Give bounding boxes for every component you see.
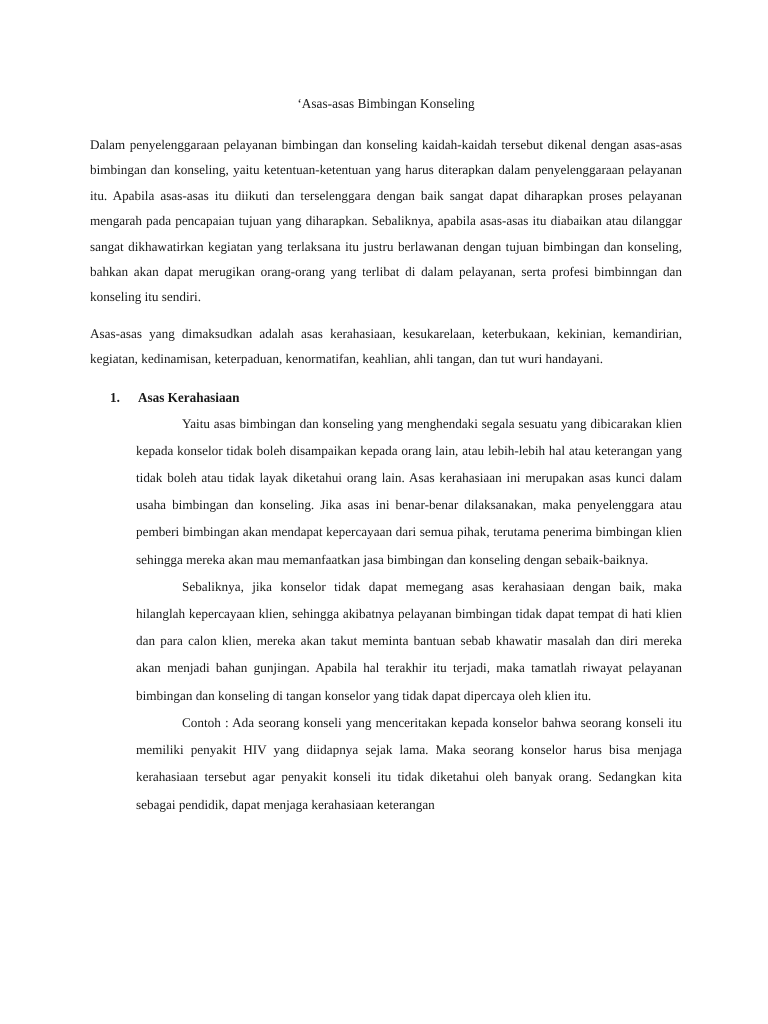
document-title: ‘Asas-asas Bimbingan Konseling <box>297 96 475 111</box>
section-heading <box>90 388 682 408</box>
intro-paragraph-1: Dalam penyelenggaraan pelayanan bimbingan dan konseling kaidah-kaidah tersebut dikenal dengan asas-asas bimbingan dan konseling, yaitu ketentuan-ketentuan yang harus diterapkan dalam penyelenggaraan pelayanan itu. Apabila asas-asas itu diikuti dan terselenggara dengan baik sangat dapat diharapkan proses pelayanan mengarah pada pencapaian tujuan yang diharapkan. Sebaliknya, apabila asas-asas itu diabaikan atau dilanggar sangat dikhawatirkan kegiatan yang terlaksana itu justru berlawanan dengan tujuan bimbingan dan konseling, bahkan akan dapat merugikan orang-orang yang terlibat di dalam pelayanan, serta profesi bimbinngan dan konseling itu sendiri. <box>90 137 682 305</box>
section-asas-kerahasiaan <box>90 388 682 818</box>
section-number: 1. <box>110 389 120 405</box>
section-paragraph-2: Sebaliknya, jika konselor tidak dapat memegang asas kerahasiaan dengan baik, maka hilanglah kepercayaan klien, sehingga akibatnya pelayanan bimbingan tidak dapat tempat di hati klien dan para calon klien, mereka akan takut meminta bantuan sebab khawatir masalah dan diri mereka akan menjadi bahan gunjingan. Apabila hal terakhir itu terjadi, maka tamatlah riwayat pelayanan bimbingan dan konseling di tangan konselor yang tidak dapat dipercaya oleh klien itu. <box>136 578 682 703</box>
section-paragraph-3: Contoh : Ada seorang konseli yang menceritakan kepada konselor bahwa seorang konseli itu memiliki penyakit HIV yang diidapnya sejak lama. Maka seorang konselor harus bisa menjaga kerahasiaan tersebut agar penyakit konseli itu tidak diketahui oleh banyak orang. Sedangkan kita sebagai pendidik, dapat menjaga kerahasiaan keterangan <box>136 714 682 812</box>
intro-paragraph-2: Asas-asas yang dimaksudkan adalah asas kerahasiaan, kesukarelaan, keterbukaan, kekinian, kemandirian, kegiatan, kedinamisan, keterpaduan, kenormatifan, keahlian, ahli tangan, dan tut wuri handayani. <box>90 325 682 367</box>
section-paragraph-1: Yaitu asas bimbingan dan konseling yang menghendaki segala sesuatu yang dibicarakan klien kepada konselor tidak boleh disampaikan kepada orang lain, atau lebih-lebih hal atau keterangan yang tidak boleh atau tidak layak diketahui orang lain. Asas kerahasiaan ini merupakan asas kunci dalam usaha bimbingan dan konseling. Jika asas ini benar-benar dilaksanakan, maka penyelenggara atau pemberi bimbingan akan mendapat kepercayaan dari semua pihak, terutama penerima bimbingan klien sehingga mereka akan mau memanfaatkan jasa bimbingan dan konseling dengan sebaik-baiknya. <box>136 415 682 567</box>
section-body <box>90 410 682 818</box>
section-title: Asas Kerahasiaan <box>138 389 240 405</box>
